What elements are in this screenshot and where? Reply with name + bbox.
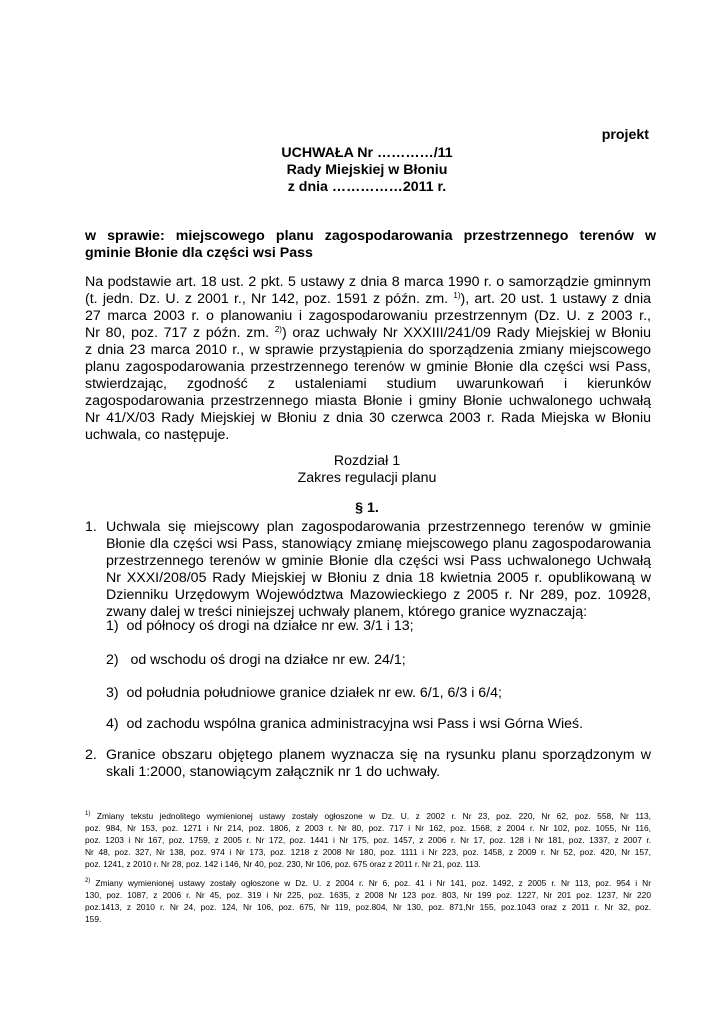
title-line-1: UCHWAŁA Nr …………/11 (281, 145, 453, 161)
subitem-number: 2) (106, 652, 119, 668)
resolution-title (220, 145, 514, 196)
preamble-text: (t. jedn. Dz. U. z 2001 r., Nr 142, poz. 1591 z późn. zm. (85, 291, 449, 307)
title-line-3: z dnia ……………2011 r. (287, 179, 447, 195)
preamble-text: Nr 80, poz. 717 z późn. zm. (85, 325, 270, 341)
item-2-line: skali 1:2000, stanowiącym załącznik nr 1 do uchwały. (106, 764, 441, 780)
footnote-mark: 2) (85, 878, 91, 884)
subitem-1 (106, 618, 414, 635)
subject-line-1: w sprawie: miejscowego planu zagospodarowania przestrzennego terenów w (85, 228, 656, 244)
preamble-line: Na podstawie art. 18 ust. 2 pkt. 5 ustawy z dnia 8 marca 1990 r. o samorządzie gminnym (85, 274, 651, 290)
footnote-text: Zmiany wymienionej ustawy zostały ogłoszone w Dz. U. z 2004 r. Nr 6, poz. 41 i Nr 141, poz. 1492, z 2005 r. Nr 113, poz. 954 i Nr (95, 878, 652, 888)
section-mark: § 1. (355, 500, 379, 516)
preamble-line: Nr 41/X/03 Rady Miejskiej w Błoniu z dnia 30 czerwca 2003 r. Rada Miejska w Błoniu (85, 410, 651, 426)
footnote-line: 130, poz. 1087, z 2006 r. Nr 45, poz. 319 i Nr 225, poz. 1635, z 2008 Nr 123 poz. 803, Nr 199 poz. 1227, Nr 201 poz. 1237, Nr 220 (85, 889, 651, 900)
footnote-line: poz.1413, z 2010 r. Nr 24, poz. 124, Nr 106, poz. 675, Nr 119, poz.804, Nr 130, poz. 871,Nr 155, poz.1043 oraz z 2011 r. Nr 32, poz. (85, 901, 651, 912)
chapter-heading (220, 453, 514, 487)
preamble-line: 27 marca 2003 r. o planowaniu i zagospodarowaniu przestrzennym (Dz. U. z 2003 r., (85, 308, 651, 324)
subject (85, 228, 656, 262)
item-2-line: Granice obszaru objętego planem wyznacza się na rysunku planu sporządzonym w (106, 747, 651, 763)
footnote-line (85, 811, 651, 823)
subitem-4 (106, 716, 583, 733)
subitem-text: od południa południowe granice działek nr ew. 6/1, 6/3 i 6/4; (126, 685, 502, 701)
footnote-line: poz. 984, Nr 153, poz. 1271 i Nr 214, poz. 1806, z 2003 r. Nr 80, poz. 717 i Nr 162, poz. 1568, z 2004 r. Nr 102, poz. 1055, Nr 116, (85, 822, 651, 833)
subitem-2 (106, 652, 406, 669)
footnote-line: poz. 1241, z 2010 r. Nr 28, poz. 142 i 146, Nr 40, poz. 230, Nr 106, poz. 675 oraz z 2011 r. Nr 21, poz. 113. (85, 858, 481, 869)
subject-line-2: gminie Błonie dla części wsi Pass (85, 245, 313, 261)
footnote-line: poz. 1203 i Nr 167, poz. 1759, z 2005 r. Nr 172, poz. 1441 i Nr 175, poz. 1457, z 2006 r. Nr 17, poz. 128 i Nr 181, poz. 1337, z 2007 r. (85, 834, 651, 845)
item-1-line: Błonie dla części wsi Pass, stanowiący zmianę miejscowego planu zagospodarowania (106, 536, 651, 552)
chapter-subtitle: Zakres regulacji planu (297, 470, 437, 486)
preamble-line: z dnia 23 marca 2010 r., w sprawie przystąpienia do sporządzenia zmiany miejscowego (85, 342, 651, 358)
subitem-text: od północy oś drogi na działce nr ew. 3/1 i 13; (126, 618, 414, 634)
footnote-1 (85, 811, 651, 871)
preamble (85, 274, 651, 444)
subitem-number: 3) (106, 685, 119, 701)
preamble-text: ), art. 20 ust. 1 ustawy z dnia (460, 291, 651, 307)
footnote-line: Nr 48, poz. 327, Nr 138, poz. 974 i Nr 173, poz. 1218 z 2008 Nr 180, poz. 1111 i Nr 223, poz. 1458, z 2009 r. Nr 52, poz. 420, Nr 157, (85, 846, 651, 857)
item-1-line: przestrzennego terenów w gminie Błonie dla części wsi Pass uchwalonego Uchwałą (106, 553, 651, 569)
subitem-number: 4) (106, 716, 119, 732)
footnote-2 (85, 878, 651, 926)
preamble-line: planu zagospodarowania przestrzennego terenów w gminie Błonie dla części wsi Pass, (85, 359, 651, 375)
item-2-number: 2. (85, 747, 97, 763)
item-1-line: zwany dalej w treści niniejszej uchwały planem, którego granice wyznaczają: (106, 604, 588, 620)
item-1-line: Dzienniku Urzędowym Województwa Mazowieckiego z 2005 r. Nr 289, poz. 10928, (106, 587, 651, 603)
item-2-text (106, 747, 651, 781)
preamble-line: zagospodarowania przestrzennego miasta Błonie i gminy Błonie uchwalonego uchwałą (85, 393, 651, 409)
preamble-text: ) oraz uchwały Nr XXXIII/241/09 Rady Miejskiej w Błoniu (281, 325, 651, 341)
item-1-text (106, 519, 651, 621)
item-1-number: 1. (85, 519, 97, 535)
item-1-line: Nr XXXI/208/05 Rady Miejskiej w Błoniu z dnia 18 kwietnia 2005 r. opublikowaną w (106, 570, 651, 586)
item-1-line: Uchwala się miejscowy plan zagospodarowania przestrzennego terenów w gminie (106, 519, 651, 535)
preamble-line (85, 291, 651, 308)
subitem-number: 1) (106, 618, 119, 634)
footnote-ref: 2) (274, 325, 282, 334)
footnote-line (85, 878, 651, 890)
title-line-2: Rady Miejskiej w Błoniu (286, 162, 448, 178)
draft-label: projekt (601, 127, 649, 143)
footnote-mark: 1) (85, 811, 91, 817)
chapter-title: Rozdział 1 (333, 453, 401, 469)
preamble-line: stwierdzając, zgodność z ustaleniami studium uwarunkowań i kierunków (85, 376, 651, 392)
footnote-text: Zmiany tekstu jednolitego wymienionej ustawy zostały ogłoszone w Dz. U. z 2002 r. Nr 23, poz. 220, Nr 62, poz. 558, Nr 113, (96, 811, 652, 821)
footnote-ref: 1) (453, 291, 461, 300)
preamble-line: uchwala, co następuje. (85, 427, 230, 443)
preamble-line (85, 325, 651, 342)
footnote-line: 159. (85, 913, 102, 924)
subitem-text: od zachodu wspólna granica administracyjna wsi Pass i wsi Górna Wieś. (126, 716, 584, 732)
subitem-3 (106, 685, 502, 702)
subitem-text: od wschodu oś drogi na działce nr ew. 24/1; (130, 652, 406, 668)
